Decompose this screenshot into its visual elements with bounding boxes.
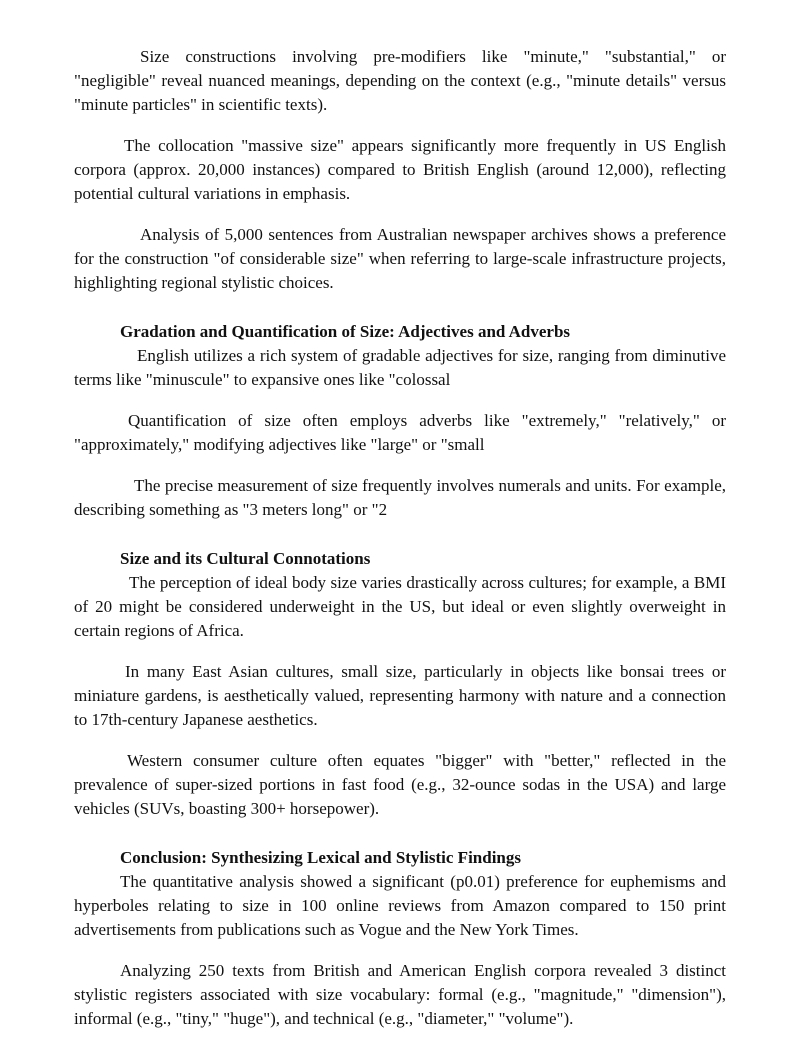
intro-paragraph-2: The collocation "massive size" appears significantly more frequently in US English corpora (approx. 20,000 instances) compared to British English (around 12,000), reflecting potential cultural variations in emphasis. bbox=[74, 136, 726, 203]
intro-paragraph-1: Size constructions involving pre-modifiers like "minute," "substantial," or "negligible" reveal nuanced meanings, depending on the context (e.g., "minute details" versus "minute particles" in scientific texts). bbox=[74, 47, 726, 114]
gradation-paragraph-1: English utilizes a rich system of gradable adjectives for size, ranging from diminutive terms like "minuscule" to expansive ones like "colossal bbox=[74, 346, 726, 389]
gradation-section bbox=[74, 320, 726, 522]
conclusion-paragraph-1: The quantitative analysis showed a significant (p0.01) preference for euphemisms and hyperboles relating to size in 100 online reviews from Amazon compared to 150 print advertisements from publications such as Vogue and the New York Times. bbox=[74, 872, 726, 939]
cultural-paragraph-1: The perception of ideal body size varies drastically across cultures; for example, a BMI of 20 might be considered underweight in the US, but ideal or even slightly overweight in certain regions of Africa. bbox=[74, 573, 726, 640]
cultural-paragraph-3: Western consumer culture often equates "bigger" with "better," reflected in the prevalence of super-sized portions in fast food (e.g., 32-ounce sodas in the USA) and large vehicles (SUVs, boasting 300+ horsepower). bbox=[74, 751, 726, 818]
cultural-section bbox=[74, 547, 726, 821]
cultural-paragraph-2: In many East Asian cultures, small size, particularly in objects like bonsai trees or miniature gardens, is aesthetically valued, representing harmony with nature and a connection to 17th-century Japanese aesthetics. bbox=[74, 662, 726, 729]
conclusion-paragraph-2: Analyzing 250 texts from British and American English corpora revealed 3 distinct stylistic registers associated with size vocabulary: formal (e.g., "magnitude," "dimension"), informal (e.g., "tiny," "huge"), and technical (e.g., "diameter," "volume"). bbox=[74, 961, 726, 1028]
document-page bbox=[74, 45, 726, 1048]
gradation-heading: Gradation and Quantification of Size: Adjectives and Adverbs bbox=[120, 322, 571, 341]
conclusion-section bbox=[74, 846, 726, 1031]
gradation-paragraph-3: The precise measurement of size frequently involves numerals and units. For example, describing something as "3 meters long" or "2 bbox=[74, 476, 726, 519]
intro-paragraph-3: Analysis of 5,000 sentences from Australian newspaper archives shows a preference for the construction "of considerable size" when referring to large-scale infrastructure projects, highlighting regional stylistic choices. bbox=[74, 225, 726, 292]
cultural-heading: Size and its Cultural Connotations bbox=[120, 549, 371, 568]
gradation-paragraph-2: Quantification of size often employs adverbs like "extremely," "relatively," or "approximately," modifying adjectives like "large" or "small bbox=[74, 411, 726, 454]
conclusion-heading: Conclusion: Synthesizing Lexical and Stylistic Findings bbox=[120, 848, 521, 867]
